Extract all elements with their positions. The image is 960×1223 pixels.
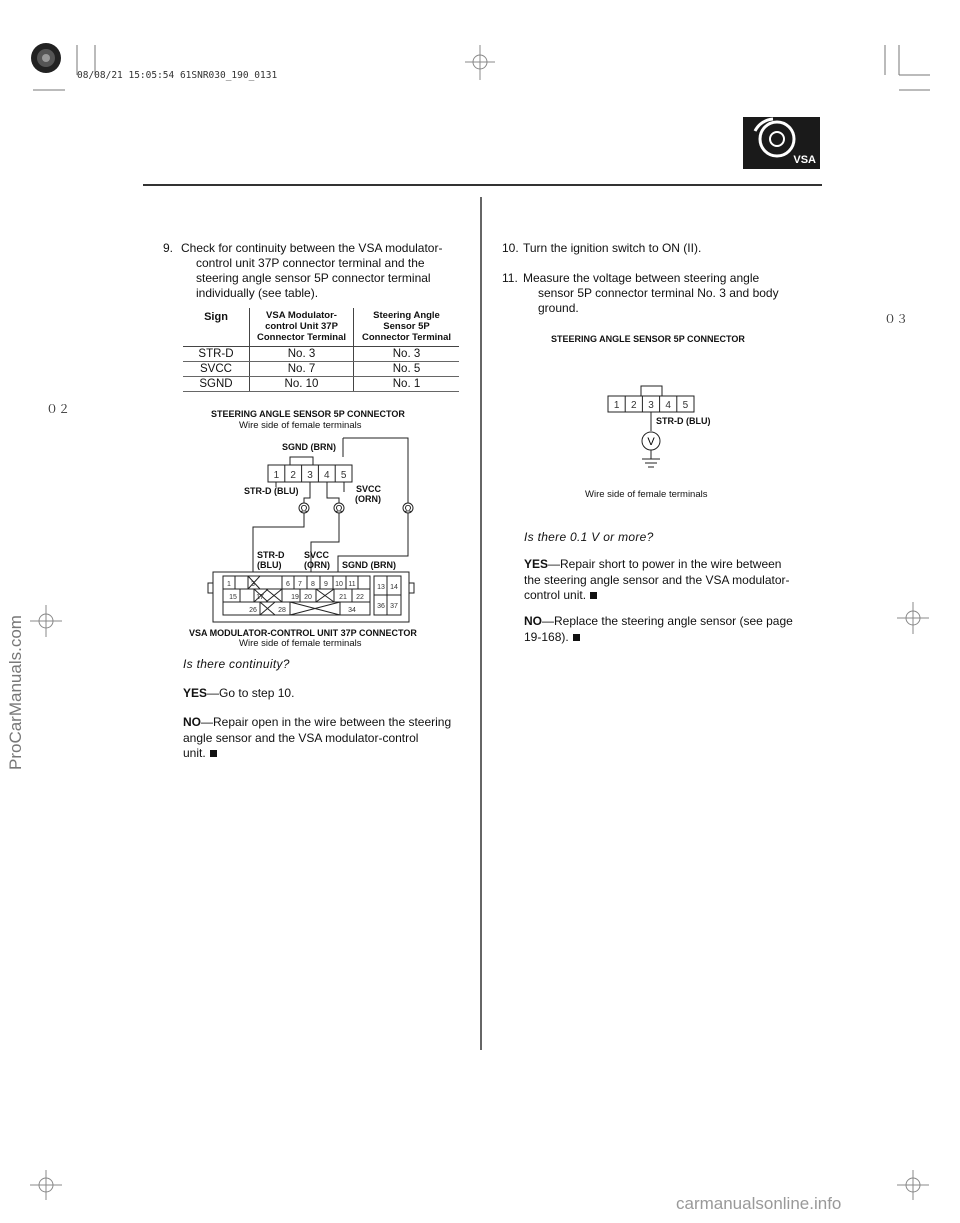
diagram1-title-top: STEERING ANGLE SENSOR 5P CONNECTOR (211, 409, 405, 419)
q11-no-line1: NO—Replace the steering angle sensor (see page (524, 614, 793, 628)
table-header-sensor: Steering Angle Sensor 5P Connector Terminal (354, 308, 460, 347)
label-svcc-top: SVCC (356, 484, 382, 494)
pin-label: 36 (377, 603, 385, 610)
table-row: STR-D No. 3 No. 3 (183, 347, 459, 362)
label-orn-top: (ORN) (355, 494, 381, 504)
step10-number: 10. (502, 241, 519, 255)
pin-label: 15 (229, 594, 237, 601)
pin-label: 2 (631, 400, 637, 411)
pin-label: 1 (273, 470, 280, 481)
ohmmeter-icon: Ω (300, 503, 308, 514)
pin-label: 4 (665, 400, 671, 411)
pin-label: 1 (227, 581, 231, 588)
pin-label: 4 (324, 470, 330, 481)
label-svcc-bottom: SVCC (304, 550, 330, 560)
diagram1-title-bottom: VSA MODULATOR-CONTROL UNIT 37P CONNECTOR (189, 628, 417, 638)
table-row: SVCC No. 7 No. 5 (183, 362, 459, 377)
ohmmeter-icon: Ω (404, 503, 412, 514)
step9-line2: control unit 37P connector terminal and the (196, 256, 425, 270)
q11-no-line2: 19-168). (524, 630, 580, 645)
table-header-sign: Sign (183, 308, 250, 347)
q11-yes-line2: the steering angle sensor and the VSA modulator- (524, 573, 790, 587)
q11-yes-line3: control unit. (524, 588, 597, 603)
pin-label: 5 (340, 470, 347, 481)
table-header-vsa: VSA Modulator- control Unit 37P Connector Terminal (250, 308, 354, 347)
registration-target-icon (31, 43, 61, 73)
label-strd-blu-top: STR-D (BLU) (244, 486, 299, 496)
pin-label: 17 (256, 594, 264, 601)
voltmeter-icon: V (647, 436, 655, 448)
step9-line1: Check for continuity between the VSA modulator- (181, 241, 443, 255)
continuity-wiring-diagram (200, 430, 430, 640)
step11-line2: sensor 5P connector terminal No. 3 and body (538, 286, 779, 300)
step9-number: 9. (163, 241, 174, 255)
page-mark-left: ０２ (46, 402, 71, 416)
q11-yes-line1: YES—Repair short to power in the wire between (524, 557, 782, 571)
pin-label: 3 (648, 400, 654, 411)
q9-question: Is there continuity? (183, 657, 290, 671)
pin-label: 2 (290, 470, 296, 481)
table-row: SGND No. 10 No. 1 (183, 377, 459, 392)
step11-line1: Measure the voltage between steering angle (523, 271, 760, 285)
pin-label: 1 (613, 400, 620, 411)
ohmmeter-icon: Ω (335, 503, 343, 514)
pin-label: 5 (682, 400, 689, 411)
pin-label: 20 (304, 594, 312, 601)
pin-label: 3 (251, 581, 255, 588)
pin-label: 9 (324, 581, 328, 588)
q9-no-line1: NO—Repair open in the wire between the steering (183, 715, 452, 729)
q11-question: Is there 0.1 V or more? (524, 530, 654, 544)
step9-line3: steering angle sensor 5P connector terminal (196, 271, 431, 285)
pin-label: 19 (291, 594, 299, 601)
continuity-table (183, 308, 459, 392)
end-square-icon (210, 750, 217, 757)
pin-label: 22 (356, 594, 364, 601)
step9-line4: individually (see table). (196, 286, 319, 300)
vsa-badge-label: VSA (793, 154, 816, 166)
q9-no-line2: angle sensor and the VSA modulator-control (183, 731, 419, 745)
pin-label: 34 (348, 607, 356, 614)
pin-label: 6 (286, 581, 290, 588)
pin-label: 21 (339, 594, 347, 601)
label-strd-bottom: STR-D (257, 550, 285, 560)
step10-text: Turn the ignition switch to ON (II). (523, 241, 702, 255)
pin-label: 26 (249, 607, 257, 614)
label-sgnd-brn-bottom: SGND (BRN) (342, 560, 396, 570)
q9-yes: YES—Go to step 10. (183, 686, 295, 700)
page-mark-right: ０３ (884, 312, 909, 326)
label-blu-bottom: (BLU) (257, 560, 282, 570)
vsa-badge (743, 117, 820, 169)
step11-line3: ground. (538, 301, 579, 315)
label-orn-bottom: (ORN) (304, 560, 330, 570)
pin-label: 3 (307, 470, 313, 481)
label-sgnd-brn-top: SGND (BRN) (282, 442, 336, 452)
pin-label: 13 (377, 584, 385, 591)
pin-label: 8 (311, 581, 315, 588)
watermark-bottom: carmanualsonline.info (676, 1194, 842, 1213)
step11-number: 11. (502, 271, 518, 285)
q9-no-line3: unit. (183, 746, 217, 761)
pin-label: 37 (390, 603, 398, 610)
end-square-icon (590, 592, 597, 599)
diagram2-title: STEERING ANGLE SENSOR 5P CONNECTOR (551, 334, 745, 344)
diagram2-wire-side: Wire side of female terminals (585, 489, 708, 500)
end-square-icon (573, 634, 580, 641)
pin-label: 28 (278, 607, 286, 614)
diagram2-strd-blu: STR-D (BLU) (656, 416, 711, 426)
pin-label: 14 (390, 584, 398, 591)
diagram1-wire-side-bottom: Wire side of female terminals (239, 638, 362, 649)
pin-label: 11 (348, 581, 356, 588)
pin-label: 10 (335, 581, 343, 588)
diagram1-wire-side-top: Wire side of female terminals (239, 420, 362, 431)
print-stamp: 08/08/21 15:05:54 61SNR030_190_0131 (77, 70, 278, 81)
watermark-side: ProCarManuals.com (6, 615, 25, 770)
pin-label: 7 (298, 581, 302, 588)
